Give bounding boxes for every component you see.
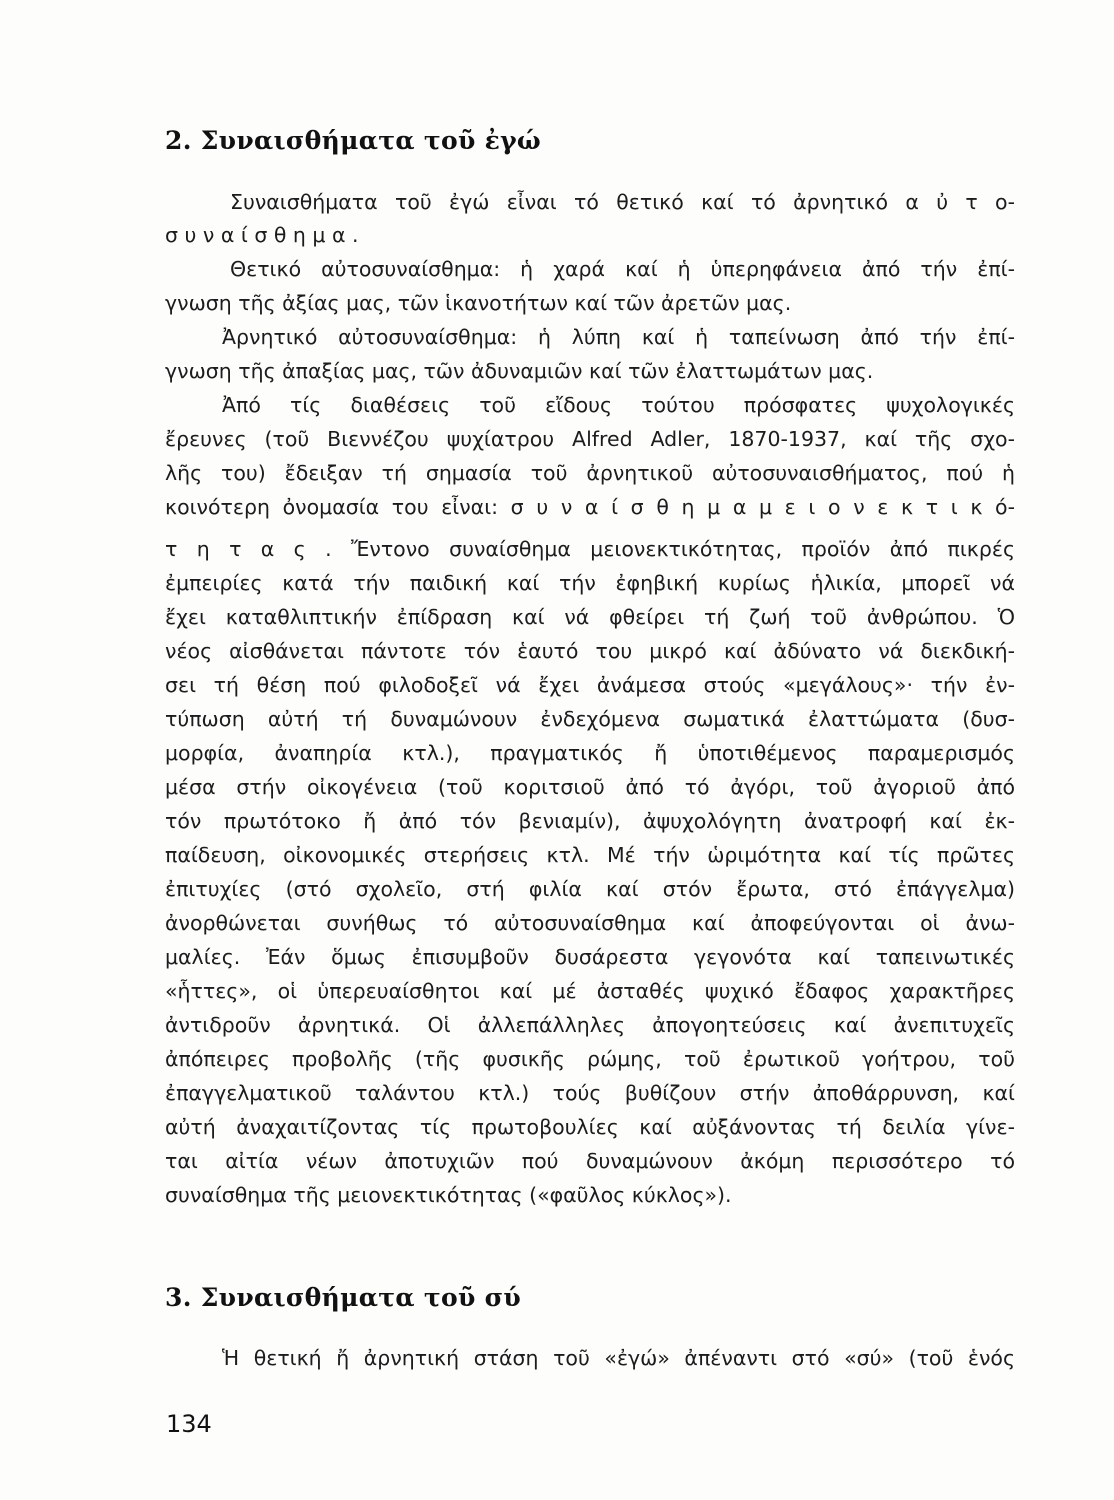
paragraph-line: μέσα στήν οἰκογένεια (τοῦ κοριτσιοῦ ἀπό τό ἀγόρι, τοῦ ἀγοριοῦ ἀπό (165, 775, 1015, 799)
paragraph-line: ἀπόπειρες προβολῆς (τῆς φυσικῆς ρώμης, τοῦ ἐρωτικοῦ γοήτρου, τοῦ (165, 1047, 1015, 1071)
paragraph-line: λῆς του) ἔδειξαν τή σημασία τοῦ ἀρνητικοῦ αὐτοσυναισθήματος, πού ἡ (165, 461, 1015, 485)
paragraph-line: τ η τ α ς . Ἔντονο συναίσθημα μειονεκτικότητας, προϊόν ἀπό πικρές (165, 537, 1015, 561)
paragraph-line: ται αἰτία νέων ἀποτυχιῶν πού δυναμώνουν ἀκόμη περισσότερο τό (165, 1149, 1015, 1173)
paragraph-line: γνωση τῆς ἀξίας μας, τῶν ἱκανοτήτων καί τῶν ἀρετῶν μας. (165, 291, 792, 315)
paragraph-line: νέος αἰσθάνεται πάντοτε τόν ἑαυτό του μικρό καί ἀδύνατο νά διεκδική- (165, 639, 1015, 663)
paragraph-line: Ἡ θετική ἤ ἀρνητική στάση τοῦ «ἐγώ» ἀπέναντι στό «σύ» (τοῦ ἑνός (222, 1346, 1015, 1370)
paragraph-line: σει τή θέση πού φιλοδοξεῖ νά ἔχει ἀνάμεσα στούς «μεγάλους»· τήν ἐν- (165, 673, 1015, 697)
section-heading-you-feelings: 3. Συναισθήματα τοῦ σύ (165, 1283, 522, 1312)
paragraph-line: Θετικό αὐτοσυναίσθημα: ἡ χαρά καί ἡ ὑπερηφάνεια ἀπό τήν ἐπί- (230, 257, 1015, 281)
paragraph-line: Συναισθήματα τοῦ ἐγώ εἶναι τό θετικό καί τό ἀρνητικό α ὐ τ ο- (230, 190, 1015, 214)
section-heading-ego-feelings: 2. Συναισθήματα τοῦ ἐγώ (165, 126, 542, 155)
paragraph-line: παίδευση, οἰκονομικές στερήσεις κτλ. Μέ τήν ὡριμότητα καί τίς πρῶτες (165, 843, 1015, 867)
paragraph-line: μαλίες. Ἐάν ὅμως ἐπισυμβοῦν δυσάρεστα γεγονότα καί ταπεινωτικές (165, 945, 1015, 969)
paragraph-line: ἐπιτυχίες (στό σχολεῖο, στή φιλία καί στόν ἔρωτα, στό ἐπάγγελμα) (165, 877, 1015, 901)
paragraph-line: σ υ ν α ί σ θ η μ α . (165, 223, 359, 247)
paragraph-line: ἔχει καταθλιπτικήν ἐπίδραση καί νά φθείρει τή ζωή τοῦ ἀνθρώπου. Ὁ (165, 605, 1015, 629)
paragraph-line: τόν πρωτότοκο ἤ ἀπό τόν βενιαμίν), ἀψυχολόγητη ἀνατροφή καί ἐκ- (165, 809, 1015, 833)
paragraph-line: ἔρευνες (τοῦ Βιεννέζου ψυχίατρου Alfred Adler, 1870-1937, καί τῆς σχο- (165, 427, 1015, 451)
paragraph-line: συναίσθημα τῆς μειονεκτικότητας («φαῦλος κύκλος»). (165, 1183, 732, 1207)
paragraph-line: Ἀπό τίς διαθέσεις τοῦ εἴδους τούτου πρόσφατες ψυχολογικές (222, 393, 1015, 417)
page-number: 134 (166, 1410, 212, 1438)
paragraph-line: ἀνορθώνεται συνήθως τό αὐτοσυναίσθημα καί ἀποφεύγονται οἱ ἀνω- (165, 911, 1015, 935)
paragraph-line: μορφία, ἀναπηρία κτλ.), πραγματικός ἤ ὑποτιθέμενος παραμερισμός (165, 741, 1015, 765)
paragraph-line: Ἀρνητικό αὐτοσυναίσθημα: ἡ λύπη καί ἡ ταπείνωση ἀπό τήν ἐπί- (222, 325, 1015, 349)
paragraph-line: αὐτή ἀναχαιτίζοντας τίς πρωτοβουλίες καί αὐξάνοντας τή δειλία γίνε- (165, 1115, 1015, 1139)
paragraph-line: ἐμπειρίες κατά τήν παιδική καί τήν ἐφηβική κυρίως ἡλικία, μπορεῖ νά (165, 571, 1015, 595)
paragraph-line: γνωση τῆς ἀπαξίας μας, τῶν ἀδυναμιῶν καί τῶν ἐλαττωμάτων μας. (165, 359, 874, 383)
paragraph-line: κοινότερη ὀνομασία του εἶναι: σ υ ν α ί σ θ η μ α μ ε ι ο ν ε κ τ ι κ ό- (165, 495, 1015, 519)
paragraph-line: ἐπαγγελματικοῦ ταλάντου κτλ.) τούς βυθίζουν στήν ἀποθάρρυνση, καί (165, 1081, 1015, 1105)
paragraph-line: ἀντιδροῦν ἀρνητικά. Οἱ ἀλλεπάλληλες ἀπογοητεύσεις καί ἀνεπιτυχεῖς (165, 1013, 1015, 1037)
paragraph-line: τύπωση αὐτή τή δυναμώνουν ἐνδεχόμενα σωματικά ἐλαττώματα (δυσ- (165, 707, 1015, 731)
paragraph-line: «ἧττες», οἱ ὑπερευαίσθητοι καί μέ ἀσταθές ψυχικό ἔδαφος χαρακτῆρες (165, 979, 1015, 1003)
